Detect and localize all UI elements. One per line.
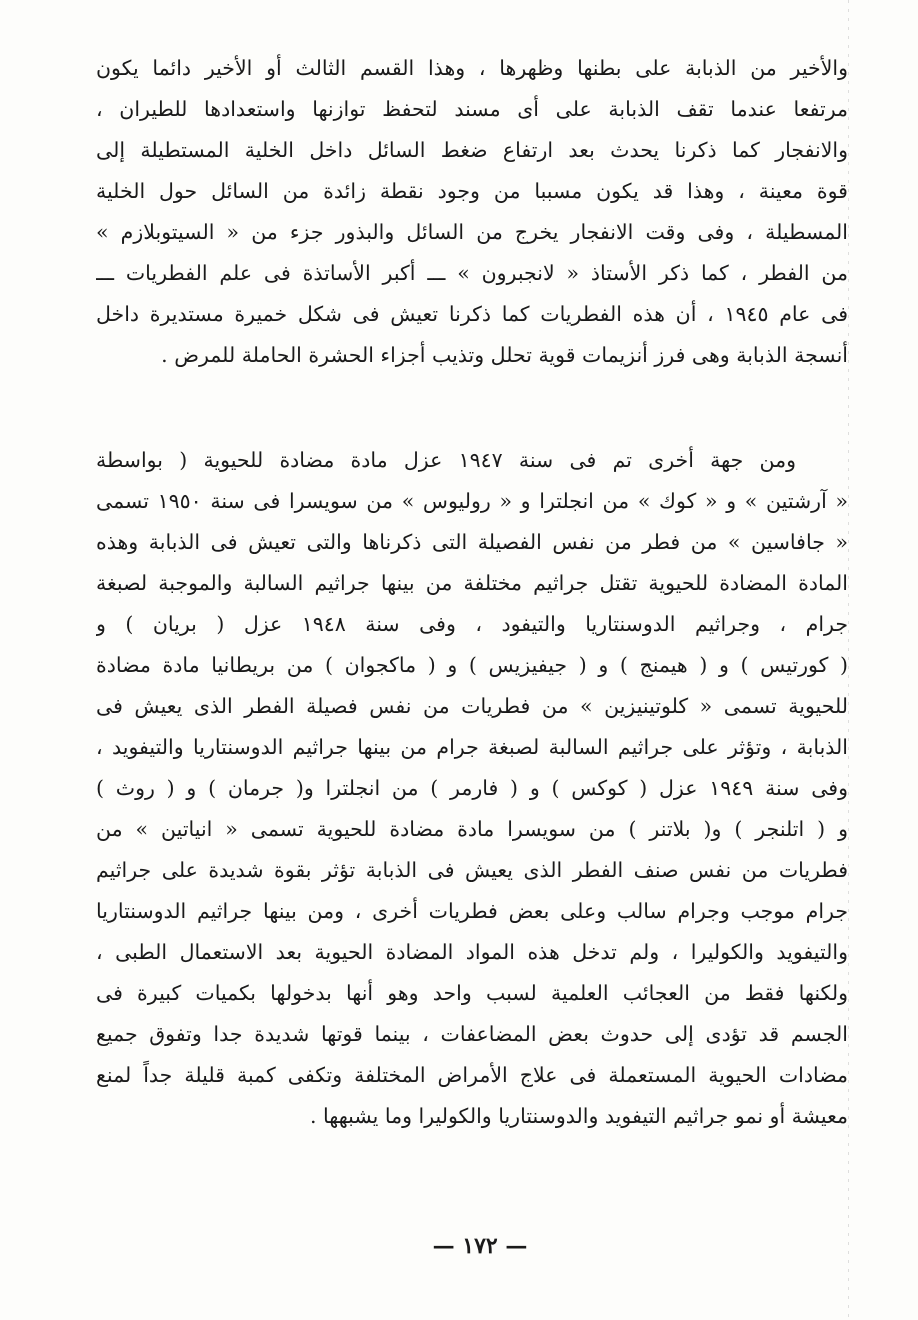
text-line: ومن جهة أخرى تم فى سنة ١٩٤٧ عزل مادة مضادة للحيوية ( بواسطة — [96, 448, 796, 472]
text-line: جرام ، وجراثيم الدوسنتاريا والتيفود ، وفى سنة ١٩٤٨ عزل ( بريان ) و — [96, 612, 848, 636]
text-line: مرتفعا عندما تقف الذبابة على أى مسند لتحفظ توازنها واستعدادها للطيران ، — [96, 97, 848, 121]
text-line: والأخير من الذبابة على بطنها وظهرها ، وهذا القسم الثالث أو الأخير دائما يكون — [96, 56, 848, 80]
text-line: فى عام ١٩٤٥ ، أن هذه الفطريات كما ذكرنا تعيش فى شكل خميرة مستديرة داخل — [96, 302, 848, 326]
text-line: أنسجة الذبابة وهى فرز أنزيمات قوية تحلل وتذيب أجزاء الحشرة الحاملة للمرض . — [161, 343, 848, 367]
text-line: و ( اتلنجر ) و( بلاتنر ) من سويسرا مادة مضادة للحيوية تسمى « انياتين » من — [96, 817, 848, 841]
text-line: الذبابة ، وتؤثر على جراثيم السالبة لصبغة جرام من بينها جراثيم الدوسنتاريا والتيفويد ، — [96, 735, 848, 759]
text-line: وفى سنة ١٩٤٩ عزل ( كوكس ) و ( فارمر ) من انجلترا و( جرمان ) و ( روث ) — [96, 776, 848, 800]
text-line: والتيفويد والكوليرا ، ولم تدخل هذه المواد المضادة الحيوية بعد الاستعمال الطبى ، — [96, 940, 848, 964]
text-line: معيشة أو نمو جراثيم التيفويد والدوسنتاريا والكوليرا وما يشبهها . — [310, 1104, 848, 1128]
text-line: مضادات الحيوية المستعملة فى علاج الأمراض المختلفة وتكفى كمبة قليلة جداً لمنع — [96, 1063, 848, 1087]
text-line: والانفجار كما ذكرنا يحدث بعد ارتفاع ضغط السائل داخل الخلية المستطيلة إلى — [96, 138, 848, 162]
page-fold-line — [848, 0, 849, 1320]
text-line: للحيوية تسمى « كلوتينيزين » من فطريات من نفس فصيلة الفطر الذى يعيش فى — [96, 694, 848, 718]
text-line: « جافاسين » من فطر من نفس الفصيلة التى ذكرناها والتى تعيش فى الذبابة وهذه — [96, 530, 848, 554]
text-line: المسطيلة ، وفى وقت الانفجار يخرج من السائل والبذور جزء من « السيتوبلازم » — [96, 220, 848, 244]
text-line: المادة المضادة للحيوية تقتل جراثيم مختلفة من بينها جراثيم السالبة والموجبة لصبغة — [96, 571, 848, 595]
paragraph-1 — [96, 48, 848, 376]
paragraph-2 — [96, 440, 848, 1137]
text-line: ولكنها فقط من العجائب العلمية لسبب واحد وهو أنها بدخولها بكميات كبيرة فى — [96, 981, 848, 1005]
text-line: « آرشتين » و « كوك » من انجلترا و « روليوس » من سويسرا فى سنة ١٩٥٠ تسمى — [96, 489, 848, 513]
text-line: فطريات من نفس صنف الفطر الذى يعيش فى الذبابة تؤثر بقوة شديدة على جراثيم — [96, 858, 848, 882]
text-line: الجسم قد تؤدى إلى حدوث بعض المضاعفات ، بينما قوتها شديدة جدا وتفوق جميع — [96, 1022, 848, 1046]
text-line: جرام موجب وجرام سالب وعلى بعض فطريات أخرى ، ومن بينها جراثيم الدوسنتاريا — [96, 899, 848, 923]
text-line: ( كورتيس ) و ( هيمنج ) و ( جيفيزيس ) و ( ماكجوان ) من بريطانيا مادة مضادة — [96, 653, 848, 677]
page-number: — ١٧٢ — — [432, 1233, 528, 1259]
text-line: من الفطر ، كما ذكر الأستاذ « لانجبرون » ـــ أكبر الأساتذة فى علم الفطريات ـــ — [96, 261, 848, 285]
text-line: قوة معينة ، وهذا قد يكون مسببا من وجود نقطة زائدة من السائل حول الخلية — [96, 179, 848, 203]
